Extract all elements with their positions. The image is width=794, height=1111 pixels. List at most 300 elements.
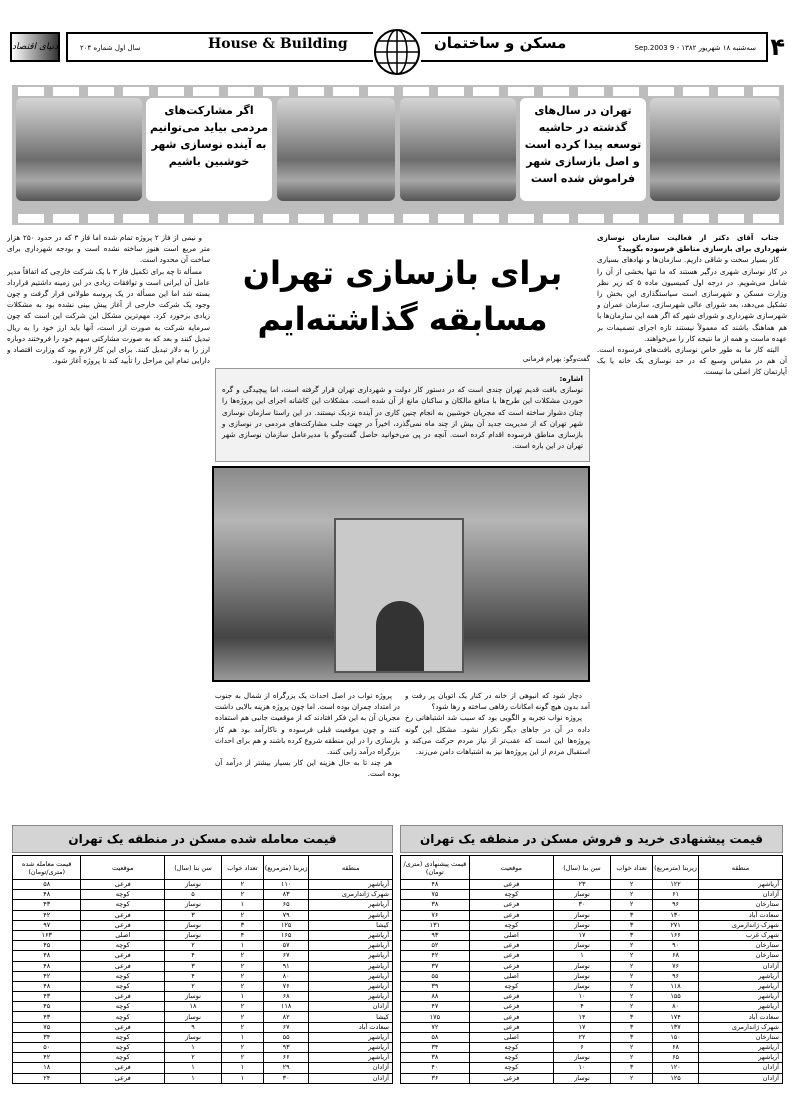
table-cell: ۱۰: [553, 992, 610, 1002]
table-cell: ۱: [222, 992, 264, 1002]
newspaper-logo: دنیای اقتصاد: [10, 32, 60, 62]
table-cell: ۴۲: [13, 1053, 81, 1063]
table-cell: ۲: [222, 971, 264, 981]
film-sprocket-hole: [473, 87, 499, 96]
table-row: [401, 910, 783, 920]
table-cell: ۳۸: [401, 1053, 470, 1063]
table-cell: آریاشهر: [309, 1053, 393, 1063]
table-cell: ۱۶۶: [653, 930, 699, 940]
table-row: [13, 920, 393, 930]
table-cell: آریاشهر: [698, 1002, 782, 1012]
table-cell: ۲: [222, 951, 264, 961]
banner-quote-right: تهران در سال‌های گذشته در حاشیه توسعه پیدا کرده است و اصل بازسازی شهر فراموش شده است: [520, 98, 646, 201]
film-sprocket-hole: [263, 87, 289, 96]
table-cell: فرعی: [469, 880, 553, 890]
table-cell: نوساز: [165, 920, 222, 930]
table-cell: فرعی: [81, 880, 165, 890]
banner-photo-towers: [277, 98, 395, 201]
table-cell: آریاشهر: [309, 941, 393, 951]
table-cell: ۴۲: [13, 971, 81, 981]
film-sprocket-hole: [193, 214, 219, 223]
table-cell: ۲: [611, 890, 653, 900]
table-row: [13, 941, 393, 951]
table-cell: ۹: [165, 1022, 222, 1032]
table-cell: ۶۱: [653, 890, 699, 900]
column-header: زیربنا (مترمربع): [653, 856, 699, 880]
paragraph: پروژه نواب تجربه و الگویی بود که سبب شد اشتباهاتی رخ داده در آن در جاهای دیگر تکرار نشود. مشکل این گونه پروژه‌ها این است که عقب‌تر از نیاز مردم حرکت می‌کند و استقبال مردم از این پروژه‌ها نیز به اشتباهات دامن می‌زند.: [405, 713, 590, 757]
table-cell: ۴۰: [401, 1063, 470, 1073]
table-cell: ۲: [222, 1012, 264, 1022]
page-number: ۴: [770, 33, 785, 61]
table-cell: ۳: [611, 1012, 653, 1022]
table-cell: فرعی: [469, 961, 553, 971]
table-cell: ستارخان: [698, 951, 782, 961]
table-cell: ستارخان: [698, 1032, 782, 1042]
table-row: [13, 992, 393, 1002]
table-row: [13, 1012, 393, 1022]
paragraph: مسأله تا چه برای تکمیل فاز ۳ با یک شرکت خارجی که اتفاقاً مدیر عامل آن ایرانی است و توافقات زیادی در این زمینه داشتیم قرارداد بسته شد اما این مسأله در یک پروسه طولانی قرار گرفت و چون وجود یک شرکت خارجی از آغاز پیش بینی نشده بود به مشکلات زیادی برخورد کرد. مهم‌ترین مشکل این شرکت این است که چون سرمایه شرکت به صورت ارز است، آنها باید ارز خود را به ریال تبدیل کنند و بعد که به صورت مشارکتی سهم خود را فروختند دوباره ارز را به دلار تبدیل کنند. برای این کار لازم بود که وزارت اقتصاد و دارایی تمام این مراحل را تأیید کند تا پروژه آغاز شود.: [7, 266, 210, 366]
table-cell: آریاشهر: [309, 930, 393, 940]
table-cell: فرعی: [81, 1022, 165, 1032]
table-cell: ۱۶۳: [13, 930, 81, 940]
interview-question: جناب آقای دکتر از فعالیت سازمان نوسازی شهرداری برای بازسازی مناطق فرسوده بگویید؟: [597, 233, 787, 254]
film-sprocket-hole: [508, 87, 534, 96]
table-cell: ۱۱۸: [263, 1002, 309, 1012]
table-cell: ۱۶۵: [263, 930, 309, 940]
table-cell: نوساز: [553, 1053, 610, 1063]
table-cell: کوچه: [81, 1012, 165, 1022]
table-cell: ۷۵: [401, 890, 470, 900]
film-sprocket-hole: [228, 87, 254, 96]
article-column-right: [597, 232, 787, 815]
table-cell: نوساز: [553, 971, 610, 981]
film-sprocket-hole: [368, 214, 394, 223]
table-cell: آزادان: [698, 1063, 782, 1073]
table-row: [401, 1043, 783, 1053]
table-cell: ۵۸: [13, 880, 81, 890]
table-cell: ۱۵۵: [653, 992, 699, 1002]
table-cell: شهرک ژاندارمری: [698, 920, 782, 930]
globe-icon: [373, 28, 421, 76]
paragraph: البته کار ما به طور خاص نوسازی بافت‌های فرسوده است. آن هم در مقیاس وسیع که در حد نوسازی یک خانه یا یک آپارتمان کار اصلی ما نیست.: [597, 345, 787, 377]
table-cell: کوچه: [81, 981, 165, 991]
banner-photo-old-building: [650, 98, 780, 201]
table-cell: ۹۳: [401, 930, 470, 940]
table-cell: ۳: [611, 1022, 653, 1032]
table-cell: فرعی: [81, 910, 165, 920]
table-cell: ۶۵: [653, 1053, 699, 1063]
table-title: قیمت پیشنهادی خرید و فروش مسکن در منطقه یک تهران: [400, 825, 783, 853]
film-sprocket-hole: [613, 214, 639, 223]
table-cell: آریاشهر: [698, 992, 782, 1002]
film-sprocket-hole: [368, 87, 394, 96]
table-cell: کوچه: [81, 1053, 165, 1063]
table-cell: ۳: [611, 1032, 653, 1042]
paragraph: کار بسیار سخت و شاقی داریم. سازمان‌ها و نهادهای بسیاری در کار نوسازی شهری درگیر هستند که ما تنها بخشی از آن را شامل می‌شویم. در درجه اول کمیسیون ماده ۵ که زیر نظر وزارت مسکن و شهرسازی است سیاستگذاری این بخش را تشکیل می‌دهد، بعد شورای عالی شهرسازی، سازمان عمران و شهرسازی شهرداری و شورای شهر که اگر همه این سازمان‌ها با هم هماهنگ باشند که معمولاً نیستند تازه اجرای تصمیمات بر عهده ماست و همه از ما نتیجه کار را می‌خواهند.: [597, 255, 787, 343]
table-cell: ۱۳۷: [653, 1022, 699, 1032]
table-cell: نوساز: [165, 930, 222, 940]
table-cell: ۸۰: [263, 971, 309, 981]
table-cell: ۱: [222, 1032, 264, 1042]
table-cell: ۱۲۲: [653, 880, 699, 890]
table-cell: سعادت آباد: [698, 910, 782, 920]
table-cell: آزادان: [309, 1073, 393, 1083]
table-cell: کیشا: [309, 1012, 393, 1022]
table-cell: کیشا: [309, 920, 393, 930]
table-row: [401, 1063, 783, 1073]
table-cell: ۱۱۰: [263, 880, 309, 890]
table-cell: ۹۳: [263, 1043, 309, 1053]
table-cell: ۱۷: [553, 930, 610, 940]
issue-number: سال اول شماره ۲۰۴: [80, 44, 141, 52]
table-cell: فرعی: [469, 941, 553, 951]
table-cell: ۲: [611, 900, 653, 910]
table-cell: ۶۸: [653, 1043, 699, 1053]
table-cell: ۱۵۰: [653, 1032, 699, 1042]
table-cell: ۱: [222, 941, 264, 951]
table-cell: ۱۳۱: [401, 920, 470, 930]
film-sprocket-hole: [718, 214, 744, 223]
intro-box: [215, 368, 590, 462]
table-cell: ۴۳: [13, 900, 81, 910]
table-row: [401, 1022, 783, 1032]
table-cell: آریاشهر: [309, 880, 393, 890]
article-column-bottom-right: [405, 690, 590, 815]
table-row: [13, 880, 393, 890]
film-sprocket-hole: [53, 87, 79, 96]
table-cell: کوچه: [469, 981, 553, 991]
table-cell: ۴۸: [13, 890, 81, 900]
table-cell: ۲: [222, 890, 264, 900]
film-sprocket-hole: [753, 87, 779, 96]
table-cell: ۳۹: [401, 981, 470, 991]
table-cell: نوساز: [553, 1073, 610, 1083]
table-row: [401, 1073, 783, 1083]
table-cell: ۲: [611, 992, 653, 1002]
table-cell: ۳: [611, 930, 653, 940]
table-cell: ۶۵: [263, 900, 309, 910]
table-cell: اصلی: [81, 930, 165, 940]
table-cell: آزادان: [698, 961, 782, 971]
table-cell: نوساز: [553, 890, 610, 900]
table-cell: ۱۸: [13, 1063, 81, 1073]
table-cell: ۳۶: [401, 1073, 470, 1083]
table-cell: ۷۹: [263, 910, 309, 920]
table-cell: ۱۸: [165, 1002, 222, 1012]
table-cell: ۴: [165, 951, 222, 961]
table-cell: آریاشهر: [309, 910, 393, 920]
table-row: [401, 920, 783, 930]
table-cell: کوچه: [81, 1032, 165, 1042]
table-cell: ۶: [553, 1043, 610, 1053]
film-sprocket-hole: [403, 214, 429, 223]
table-cell: آزادان: [698, 1073, 782, 1083]
table-cell: فرعی: [81, 920, 165, 930]
table-row: [13, 1043, 393, 1053]
table-cell: نوساز: [553, 920, 610, 930]
film-sprocket-hole: [438, 87, 464, 96]
table-row: [401, 1032, 783, 1042]
table-cell: ۵: [165, 890, 222, 900]
table-cell: ۱: [222, 900, 264, 910]
table-row: [13, 930, 393, 940]
table-cell: فرعی: [81, 1073, 165, 1083]
issue-date: سه‌شنبه ۱۸ شهریور ۱۳۸۲ - 9 Sep.2003: [634, 44, 756, 52]
table-row: [401, 961, 783, 971]
table-cell: آریاشهر: [698, 971, 782, 981]
table-cell: نوساز: [553, 910, 610, 920]
film-sprocket-hole: [403, 87, 429, 96]
table-cell: ۵۰: [13, 1043, 81, 1053]
table-cell: ۲: [165, 981, 222, 991]
table-cell: سعادت آباد: [698, 1012, 782, 1022]
table-cell: ۲: [222, 1053, 264, 1063]
masthead: [10, 32, 785, 64]
table-cell: آریاشهر: [698, 1053, 782, 1063]
table-cell: ۳: [611, 1063, 653, 1073]
table-row: [401, 900, 783, 910]
table-cell: ۳: [611, 910, 653, 920]
table-cell: نوساز: [165, 1032, 222, 1042]
table-cell: ۷۲: [401, 1022, 470, 1032]
table-cell: ۳۷: [401, 961, 470, 971]
film-sprocket-hole: [18, 87, 44, 96]
table-cell: ۲: [611, 880, 653, 890]
table-cell: ۱: [165, 1043, 222, 1053]
column-header: تعداد خواب: [611, 856, 653, 880]
table-cell: ستارخان: [698, 900, 782, 910]
table-cell: ۱۷۵: [401, 1012, 470, 1022]
table-cell: فرعی: [469, 1002, 553, 1012]
film-sprocket-hole: [158, 87, 184, 96]
table-row: [401, 890, 783, 900]
table-row: [13, 1063, 393, 1073]
table-cell: ۳: [165, 961, 222, 971]
table-cell: ۸۳: [263, 890, 309, 900]
table-row: [13, 951, 393, 961]
table-cell: ۲: [611, 1053, 653, 1063]
banner-photo-skyline: [16, 98, 142, 201]
table-cell: ۲۳: [553, 880, 610, 890]
table-cell: فرعی: [81, 951, 165, 961]
table-cell: ۱: [222, 1073, 264, 1083]
table-cell: فرعی: [81, 992, 165, 1002]
table-row: [401, 981, 783, 991]
banner-photo-city-view: [400, 98, 516, 201]
table-cell: ۷۶: [263, 981, 309, 991]
table-cell: ۱: [222, 1063, 264, 1073]
column-header: سن بنا (سال): [165, 856, 222, 880]
table-cell: ۱۲۵: [263, 920, 309, 930]
table-cell: ۴۸: [13, 961, 81, 971]
headline-line-2: مسابقه گذاشته‌ایم: [257, 300, 548, 338]
column-header: زیربنا (مترمربع): [263, 856, 309, 880]
table-cell: ۲: [611, 971, 653, 981]
table-cell: ۳۰: [553, 900, 610, 910]
intro-text: نوسازی بافت قدیم تهران چندی است که در دستور کار دولت و شهرداری تهران قرار گرفته است، اما پیچیدگی و گره خوردن مشکلات این طرح‌ها با منافع مالکان و ساکنان مانع از آن شده است. مشکلات این کاشانه اجرای این پروژه‌ها را چنان دشوار ساخته است که مجریان خوشبین به انجام چنین کاری در آینده نزدیک نیستند. در این راستا سازمان نوسازی شهر تهران که از مدیریت جدید آن بیش از چند ماه نمی‌گذرد، اخیراً در جهت جلب مشارکت‌های مردمی در نوسازی و بازسازی مناطق فرسوده اقدام کرده است. آنچه در پی می‌خوانید حاصل گفت‌وگو با مدیرعامل سازمان نوسازی شهر تهران در این باره است.: [222, 385, 583, 451]
table-cell: ۶۷: [263, 951, 309, 961]
table-cell: فرعی: [81, 1063, 165, 1073]
paragraph: دچار شود که انبوهی از خانه در کنار یک اتوبان پر رفت و آمد بدون هیچ گونه امکانات رفاهی ساخته و رها شود؟: [405, 691, 590, 712]
table-cell: آریاشهر: [309, 981, 393, 991]
table-cell: آزادان: [698, 890, 782, 900]
table-cell: ۵۵: [263, 1032, 309, 1042]
table-row: [13, 890, 393, 900]
table-cell: ۴: [165, 971, 222, 981]
table-cell: ۱۲۵: [653, 1073, 699, 1083]
table-cell: کوچه: [81, 890, 165, 900]
table-cell: ۹۶: [653, 971, 699, 981]
table-row: [401, 951, 783, 961]
table-cell: فرعی: [469, 992, 553, 1002]
table-cell: نوساز: [553, 981, 610, 991]
table-cell: ۴۷: [401, 1002, 470, 1012]
table-cell: ۲۹: [263, 1063, 309, 1073]
byline: گفت‌وگو: بهرام فرمانی: [522, 355, 590, 363]
sold-price-table: [12, 825, 393, 1082]
table-cell: ۲: [611, 1002, 653, 1012]
paragraph: هر چند تا به حال هزینه این کار بسیار بیشتر از درآمد آن بوده است.: [215, 758, 400, 779]
table-row: [401, 930, 783, 940]
table-cell: فرعی: [469, 951, 553, 961]
table-cell: ۲۲: [553, 1032, 610, 1042]
table-cell: ۹۰: [653, 941, 699, 951]
table-cell: شهرک ژاندارمری: [309, 890, 393, 900]
column-header: قیمت معامله شده (متری/تومان): [13, 856, 81, 880]
table-row: [401, 880, 783, 890]
film-sprocket-hole: [578, 214, 604, 223]
table-cell: آریاشهر: [698, 981, 782, 991]
film-sprocket-hole: [263, 214, 289, 223]
article-column-left: [7, 232, 210, 815]
table-cell: ۹۱: [263, 961, 309, 971]
gate-building: [334, 518, 464, 673]
table-cell: ۴۸: [401, 880, 470, 890]
table-row: [13, 961, 393, 971]
film-sprocket-hole: [753, 214, 779, 223]
table-cell: ۵۵: [401, 971, 470, 981]
offered-price-table: [400, 825, 783, 1082]
table-cell: ۲: [222, 880, 264, 890]
table-row: [13, 900, 393, 910]
film-sprocket-hole: [543, 87, 569, 96]
table-cell: ۴۸: [13, 981, 81, 991]
film-sprocket-hole: [228, 214, 254, 223]
table-cell: فرعی: [469, 1022, 553, 1032]
table-cell: نوساز: [165, 1012, 222, 1022]
section-title-en: House & Building: [208, 36, 348, 52]
table-cell: ۸۸: [401, 992, 470, 1002]
table-cell: ۱: [165, 1073, 222, 1083]
film-sprocket-hole: [648, 87, 674, 96]
table-cell: آزادان: [309, 1063, 393, 1073]
table-cell: کوچه: [469, 890, 553, 900]
film-sprocket-hole: [333, 87, 359, 96]
table-row: [13, 910, 393, 920]
table-cell: آریاشهر: [698, 880, 782, 890]
film-sprocket-hole: [648, 214, 674, 223]
table-cell: ۵۸: [401, 1032, 470, 1042]
table-cell: آریاشهر: [309, 1043, 393, 1053]
column-header: منطقه: [698, 856, 782, 880]
table-cell: فرعی: [469, 900, 553, 910]
table-cell: ۴۸: [13, 951, 81, 961]
film-sprocket-hole: [508, 214, 534, 223]
table-row: [401, 971, 783, 981]
table-cell: شهرک ژاندارمری: [698, 1022, 782, 1032]
table-row: [401, 1002, 783, 1012]
table-cell: ۹۶: [653, 900, 699, 910]
table-cell: ۶۸: [263, 992, 309, 1002]
film-sprocket-hole: [683, 214, 709, 223]
table-cell: ۱۷: [553, 1022, 610, 1032]
film-sprocket-hole: [543, 214, 569, 223]
table-row: [13, 981, 393, 991]
column-header: موقعیت: [469, 856, 553, 880]
film-sprocket-hole: [718, 87, 744, 96]
table-cell: کوچه: [81, 900, 165, 910]
table-cell: ۴۵: [13, 1002, 81, 1012]
table-cell: ۳۴: [13, 1032, 81, 1042]
film-sprocket-hole: [88, 87, 114, 96]
table-cell: ۴۵: [13, 941, 81, 951]
table-cell: ۲: [222, 981, 264, 991]
table-cell: نوساز: [165, 880, 222, 890]
article-photo-gate: [212, 466, 590, 682]
table-cell: ۴۳: [13, 1012, 81, 1022]
table-cell: آزادان: [309, 1002, 393, 1012]
table-row: [13, 971, 393, 981]
table-cell: ۸۰: [653, 1002, 699, 1012]
film-sprocket-hole: [578, 87, 604, 96]
film-sprocket-hole: [333, 214, 359, 223]
paragraph: و نیمی از فاز ۲ پروژه تمام شده اما فاز ۳ که در حدود ۲۵۰ هزار متر مربع است هنوز ساخته نشده است و بودجه شهرداری برای ساخت آن محدود است.: [7, 233, 210, 265]
film-sprocket-hole: [473, 214, 499, 223]
table-cell: فرعی: [81, 961, 165, 971]
section-header-box: [66, 32, 768, 62]
table-cell: ۲: [222, 1043, 264, 1053]
table-cell: اصلی: [469, 971, 553, 981]
film-sprocket-hole: [53, 214, 79, 223]
table-cell: ۶۶: [263, 1053, 309, 1063]
table-cell: ۱۳۰: [653, 910, 699, 920]
headline: [215, 250, 590, 342]
table-cell: ۴: [553, 1002, 610, 1012]
table-cell: آریاشهر: [309, 951, 393, 961]
table-cell: ۲: [611, 1073, 653, 1083]
table-row: [401, 941, 783, 951]
section-title-fa: مسکن و ساختمان: [434, 34, 567, 52]
film-sprocket-hole: [193, 87, 219, 96]
table-cell: ۲: [165, 1053, 222, 1063]
table-cell: ۳: [165, 910, 222, 920]
table-cell: ۴۳: [13, 992, 81, 1002]
table-cell: ۴۲: [13, 910, 81, 920]
column-header: موقعیت: [81, 856, 165, 880]
table-row: [401, 992, 783, 1002]
table-cell: ۷۵: [13, 1022, 81, 1032]
table-cell: ستارخان: [698, 941, 782, 951]
table-cell: ۲: [611, 941, 653, 951]
table-cell: کوچه: [469, 1063, 553, 1073]
film-sprocket-hole: [438, 214, 464, 223]
table-cell: ۸۲: [263, 1012, 309, 1022]
table-cell: اصلی: [469, 1032, 553, 1042]
table-cell: ۹۷: [13, 920, 81, 930]
table-cell: ۶۸: [653, 951, 699, 961]
table-cell: ۱: [553, 951, 610, 961]
table-cell: ۲: [611, 1043, 653, 1053]
